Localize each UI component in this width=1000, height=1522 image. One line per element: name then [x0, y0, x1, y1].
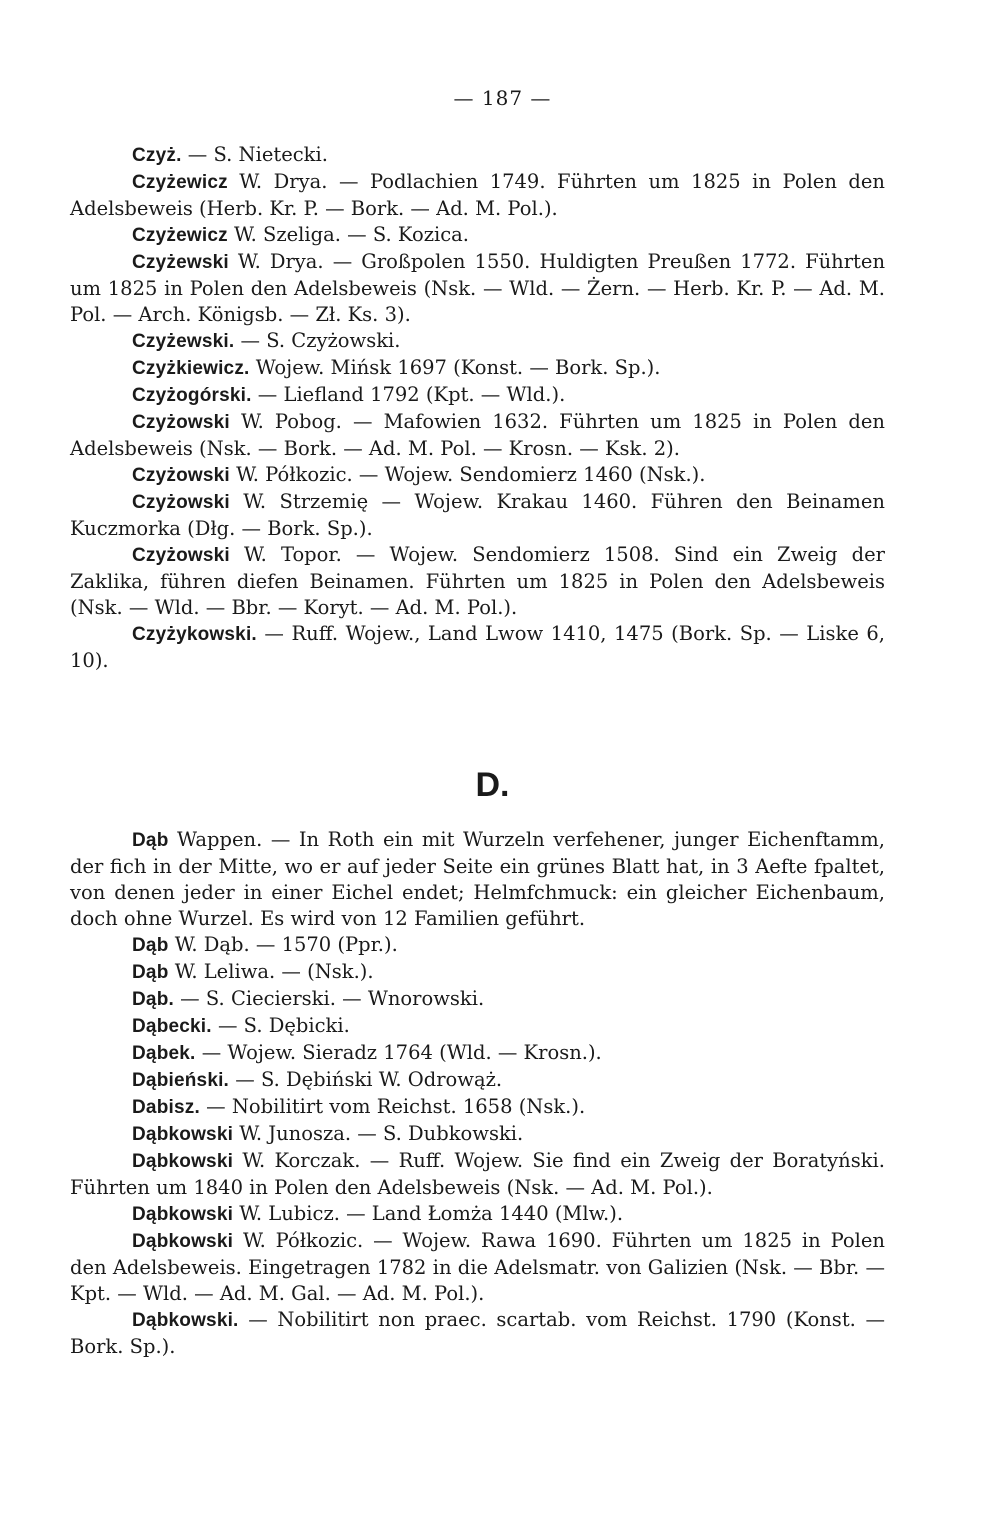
- entry: [70, 827, 885, 932]
- entry: [70, 542, 885, 621]
- entry-headword: Dąbkowski: [132, 1124, 234, 1145]
- entry-headword: Dąbkowski: [132, 1231, 234, 1252]
- entry: [70, 328, 885, 355]
- entry: [70, 1121, 885, 1148]
- entry: [70, 409, 885, 462]
- page-number: — 187 —: [453, 86, 552, 110]
- entry: [70, 1148, 885, 1201]
- entry-text: W. Topor. — Wojew. Sendomierz 1508. Sind ein Zweig der Zaklika, führen diefen Beinamen. Führten um 1825 in Polen den Adelsbeweis (Nsk. — Wld. — Bbr. — Koryt. — Ad. M. Pol.).: [70, 543, 885, 619]
- entry: [70, 1094, 885, 1121]
- entry-text: W. Półkozic. — Wojew. Rawa 1690. Führten um 1825 in Polen den Adelsbeweis. Eingetragen 1782 in die Adelsmatr. von Galizien (Nsk. — Bbr. — Kpt. — Wld. — Ad. M. Gal. — Ad. M. Pol.).: [70, 1229, 885, 1305]
- entry: [70, 1040, 885, 1067]
- entry-headword: Czyżewski.: [132, 331, 235, 352]
- entry: [70, 1228, 885, 1307]
- entry-text: W. Drya. — Großpolen 1550. Huldigten Preußen 1772. Führten um 1825 in Polen den Adelsbeweis (Nsk. — Wld. — Żern. — Herb. Kr. P. — Ad. M. Pol. — Arch. Königsb. — Zł. Ks. 3).: [70, 250, 885, 326]
- entry-text: — S. Nietecki.: [181, 143, 328, 166]
- entry-text: Wojew. Mińsk 1697 (Konst. — Bork. Sp.).: [249, 356, 661, 379]
- entry-headword: Dąbieński.: [132, 1070, 230, 1091]
- entry-headword: Dąb: [132, 962, 169, 983]
- entry-headword: Czyżowski: [132, 465, 230, 486]
- entry-text: W. Półkozic. — Wojew. Sendomierz 1460 (Nsk.).: [229, 463, 706, 486]
- entry-text: W. Leliwa. — (Nsk.).: [168, 960, 374, 983]
- entry-text: — S. Ciecierski. — Wnorowski.: [173, 987, 485, 1010]
- entry-text: W. Pobog. — Mafowien 1632. Führten um 1825 in Polen den Adelsbeweis (Nsk. — Bork. — Ad. M. Pol. — Krosn. — Ksk. 2).: [70, 410, 885, 460]
- entry-headword: Czyżykowski.: [132, 624, 257, 645]
- entry: [70, 1013, 885, 1040]
- entry-headword: Czyżkiewicz.: [132, 358, 250, 379]
- entry-text: W. Junosza. — S. Dubkowski.: [233, 1122, 524, 1145]
- entry: [70, 355, 885, 382]
- entry-text: W. Drya. — Podlachien 1749. Führten um 1825 in Polen den Adelsbeweis (Herb. Kr. P. — Bork. — Ad. M. Pol.).: [70, 170, 885, 220]
- entry-text: W. Dąb. — 1570 (Ppr.).: [168, 933, 398, 956]
- entry: [70, 932, 885, 959]
- entry-headword: Dąbkowski: [132, 1204, 234, 1225]
- entry-text: — Nobilitirt non praec. scartab. vom Reichst. 1790 (Konst. — Bork. Sp.).: [70, 1308, 885, 1358]
- entry-headword: Czyżogórski.: [132, 385, 252, 406]
- entry: [70, 986, 885, 1013]
- entry-headword: Dąb: [132, 935, 169, 956]
- entry-text: W. Strzemię — Wojew. Krakau 1460. Führen den Beinamen Kuczmorka (Dłg. — Bork. Sp.).: [70, 490, 885, 540]
- entry-text: — S. Czyżowski.: [234, 329, 401, 352]
- entry: [70, 462, 885, 489]
- entry: [70, 382, 885, 409]
- entry: [70, 1201, 885, 1228]
- entry-headword: Czyżowski: [132, 492, 230, 513]
- entry-text: W. Lubicz. — Land Łomża 1440 (Mlw.).: [233, 1202, 624, 1225]
- entry-headword: Dąbecki.: [132, 1016, 212, 1037]
- entry: [70, 959, 885, 986]
- entry-headword: Dąbkowski.: [132, 1310, 239, 1331]
- entry-headword: Czyżewicz: [132, 225, 228, 246]
- entry-text: W. Szeliga. — S. Kozica.: [227, 223, 469, 246]
- entry-headword: Czyżewicz: [132, 172, 228, 193]
- entry: [70, 222, 885, 249]
- section-c-entries: [70, 142, 885, 674]
- entry: [70, 142, 885, 169]
- entry-text: — Liefland 1792 (Kpt. — Wld.).: [251, 383, 566, 406]
- entry-text: Wappen. — In Roth ein mit Wurzeln verfehener, junger Eichenftamm, der fich in der Mitte, wo er auf jeder Seite ein grünes Blatt hat, in 3 Aefte fpaltet, von denen jeder in einer Eichel endet; Helmfchmuck: ein gleicher Eichenbaum, doch ohne Wurzel. Es wird von 12 Familien geführt.: [70, 828, 885, 930]
- entry-headword: Czyżewski: [132, 252, 229, 273]
- entry: [70, 169, 885, 222]
- entry-headword: Dąbkowski: [132, 1151, 234, 1172]
- entry-headword: Czyżowski: [132, 412, 230, 433]
- entry-headword: Dąb.: [132, 989, 174, 1010]
- entry-headword: Czyż.: [132, 145, 182, 166]
- entry: [70, 1307, 885, 1360]
- section-d-entries: [70, 827, 885, 1360]
- entry-headword: Czyżowski: [132, 545, 230, 566]
- entry-text: — Ruff. Wojew., Land Lwow 1410, 1475 (Bork. Sp. — Liske 6, 10).: [70, 622, 885, 672]
- entry-text: — Nobilitirt vom Reichst. 1658 (Nsk.).: [199, 1095, 586, 1118]
- entry-headword: Dąb: [132, 830, 169, 851]
- entry-headword: Dabisz.: [132, 1097, 200, 1118]
- entry: [70, 249, 885, 328]
- entry-text: — Wojew. Sieradz 1764 (Wld. — Krosn.).: [195, 1041, 602, 1064]
- entry-text: — S. Dębiński W. Odrowąż.: [229, 1068, 503, 1091]
- entry: [70, 489, 885, 542]
- document-page: [70, 86, 885, 1360]
- entry-headword: Dąbek.: [132, 1043, 196, 1064]
- section-heading: D.: [475, 766, 510, 804]
- entry-text: W. Korczak. — Ruff. Wojew. Sie find ein Zweig der Boratyński. Führten um 1840 in Polen den Adelsbeweis (Nsk. — Ad. M. Pol.).: [70, 1149, 885, 1199]
- entry: [70, 621, 885, 674]
- entry-text: — S. Dębicki.: [211, 1014, 350, 1037]
- entry: [70, 1067, 885, 1094]
